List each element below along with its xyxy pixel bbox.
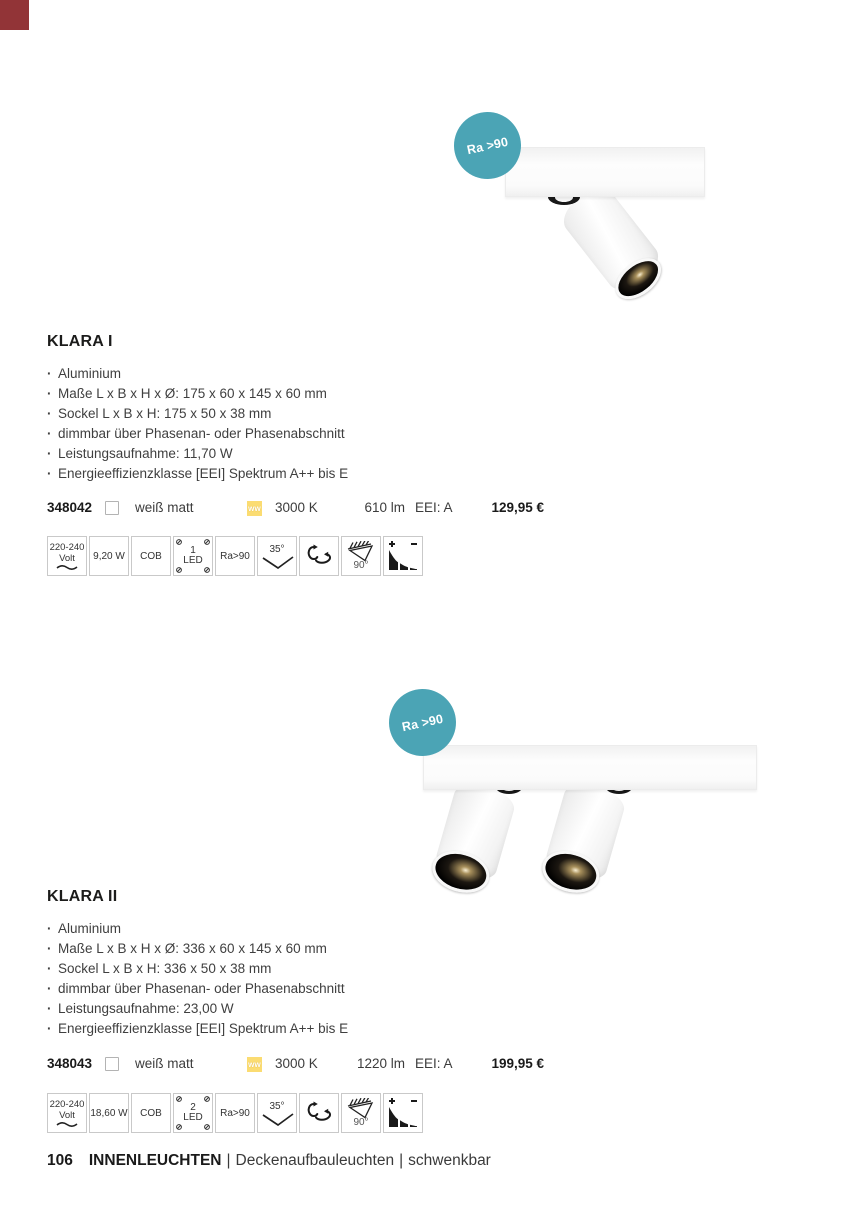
wattage-icon <box>89 536 129 576</box>
tilt-triangle-icon <box>346 1098 376 1119</box>
rotation-icon <box>299 536 339 576</box>
voltage-icon <box>47 1093 87 1133</box>
spec-list <box>47 919 557 1039</box>
feature-icons-klara-1 <box>47 536 423 576</box>
screw-corners-icon <box>174 1094 212 1132</box>
dimmable-icon <box>383 536 423 576</box>
beam-angle-value: 35° <box>269 543 285 555</box>
voltage-range: 220-240 <box>49 542 85 553</box>
cri-value: Ra>90 <box>220 1107 250 1119</box>
page-footer <box>47 1152 491 1170</box>
product-photo-klara-2 <box>383 680 775 892</box>
footer-separator: | <box>399 1152 404 1169</box>
beam-v-icon <box>260 1113 294 1126</box>
energy-class: EEI: A <box>415 500 453 515</box>
led-label: LED <box>183 1112 203 1123</box>
beam-v-icon <box>260 556 294 569</box>
order-checkbox[interactable] <box>105 501 119 515</box>
beam-angle-icon <box>257 536 297 576</box>
price: 129,95 € <box>491 500 544 515</box>
voltage-unit: Volt <box>59 1110 75 1121</box>
dimmable-icon <box>383 1093 423 1133</box>
spec-item: · Leistungsaufnahme: 23,00 W <box>47 999 557 1019</box>
lamp-spot-head <box>543 779 628 885</box>
color-temperature: 3000 K <box>275 1056 318 1071</box>
order-checkbox[interactable] <box>105 1057 119 1071</box>
voltage-icon <box>47 536 87 576</box>
spec-item: · dimmbar über Phasenan- oder Phasenabschnitt <box>47 979 557 999</box>
product-section-klara-1 <box>47 333 557 484</box>
lamp-spot-head <box>433 779 518 885</box>
page-number: 106 <box>47 1152 73 1169</box>
spec-item: · Aluminium <box>47 364 557 384</box>
wattage-value: 9,20 W <box>93 550 125 562</box>
ra90-badge-label: Ra >90 <box>465 134 510 157</box>
price: 199,95 € <box>491 1056 544 1071</box>
tilt-angle-icon <box>341 1093 381 1133</box>
cob-label: COB <box>140 550 162 562</box>
lamp-mounting-bar <box>423 745 757 790</box>
product-photo-klara-1 <box>448 98 720 330</box>
warm-white-icon: ww <box>247 501 262 516</box>
spec-item: · dimmbar über Phasenan- oder Phasenabschnitt <box>47 424 557 444</box>
cob-icon <box>131 536 171 576</box>
spec-item: · Energieeffizienzklasse [EEI] Spektrum A++ bis E <box>47 464 557 484</box>
tilt-angle-value: 90° <box>353 1117 369 1128</box>
spec-item: · Leistungsaufnahme: 11,70 W <box>47 444 557 464</box>
rotate-arrows-icon <box>304 1101 334 1125</box>
cri-icon <box>215 536 255 576</box>
warm-white-icon: ww <box>247 1057 262 1072</box>
spec-item: · Sockel L x B x H: 336 x 50 x 38 mm <box>47 959 557 979</box>
footer-subcategory: schwenkbar <box>408 1152 491 1169</box>
led-count-icon <box>173 536 213 576</box>
luminous-flux: 1220 lm <box>356 1056 405 1071</box>
voltage-unit: Volt <box>59 553 75 564</box>
footer-section: INNENLEUCHTEN <box>88 1152 222 1169</box>
led-count-icon <box>173 1093 213 1133</box>
article-number: 348042 <box>47 500 93 515</box>
led-label: LED <box>183 555 203 566</box>
order-row-klara-2 <box>47 1056 544 1074</box>
product-title: KLARA I <box>47 333 113 350</box>
screw-corners-icon <box>174 537 212 575</box>
ac-wave-icon <box>55 1121 79 1127</box>
spec-list <box>47 364 557 484</box>
rotate-arrows-icon <box>304 544 334 568</box>
wattage-icon <box>89 1093 129 1133</box>
spec-item: · Aluminium <box>47 919 557 939</box>
footer-separator: | <box>226 1152 231 1169</box>
spec-item: · Maße L x B x H x Ø: 336 x 60 x 145 x 60 mm <box>47 939 557 959</box>
beam-angle-value: 35° <box>269 1100 285 1112</box>
cri-icon <box>215 1093 255 1133</box>
cri-value: Ra>90 <box>220 550 250 562</box>
color-name: weiß matt <box>135 500 194 515</box>
led-count: 2 <box>190 1102 196 1113</box>
luminous-flux: 610 lm <box>364 500 405 515</box>
spec-item: · Sockel L x B x H: 175 x 50 x 38 mm <box>47 404 557 424</box>
spec-item: · Energieeffizienzklasse [EEI] Spektrum A++ bis E <box>47 1019 557 1039</box>
feature-icons-klara-2 <box>47 1093 423 1133</box>
tilt-angle-value: 90° <box>353 560 369 571</box>
spec-item: · Maße L x B x H x Ø: 175 x 60 x 145 x 60 mm <box>47 384 557 404</box>
lamp-mounting-bar <box>505 147 705 197</box>
energy-class: EEI: A <box>415 1056 453 1071</box>
beam-angle-icon <box>257 1093 297 1133</box>
rotation-icon <box>299 1093 339 1133</box>
ac-wave-icon <box>55 564 79 570</box>
order-row-klara-1 <box>47 500 544 518</box>
cob-icon <box>131 1093 171 1133</box>
ra90-badge-label: Ra >90 <box>400 711 445 734</box>
wattage-value: 18,60 W <box>90 1107 128 1119</box>
dimming-curve-icon <box>386 1096 420 1130</box>
page-index-tab <box>0 0 29 30</box>
tilt-triangle-icon <box>346 541 376 562</box>
tilt-angle-icon <box>341 536 381 576</box>
voltage-range: 220-240 <box>49 1099 85 1110</box>
footer-category: Deckenaufbauleuchten <box>235 1152 395 1169</box>
product-title: KLARA II <box>47 888 118 905</box>
led-count: 1 <box>190 545 196 556</box>
color-temperature: 3000 K <box>275 500 318 515</box>
dimming-curve-icon <box>386 539 420 573</box>
article-number: 348043 <box>47 1056 93 1071</box>
product-section-klara-2 <box>47 888 557 1039</box>
color-name: weiß matt <box>135 1056 194 1071</box>
cob-label: COB <box>140 1107 162 1119</box>
